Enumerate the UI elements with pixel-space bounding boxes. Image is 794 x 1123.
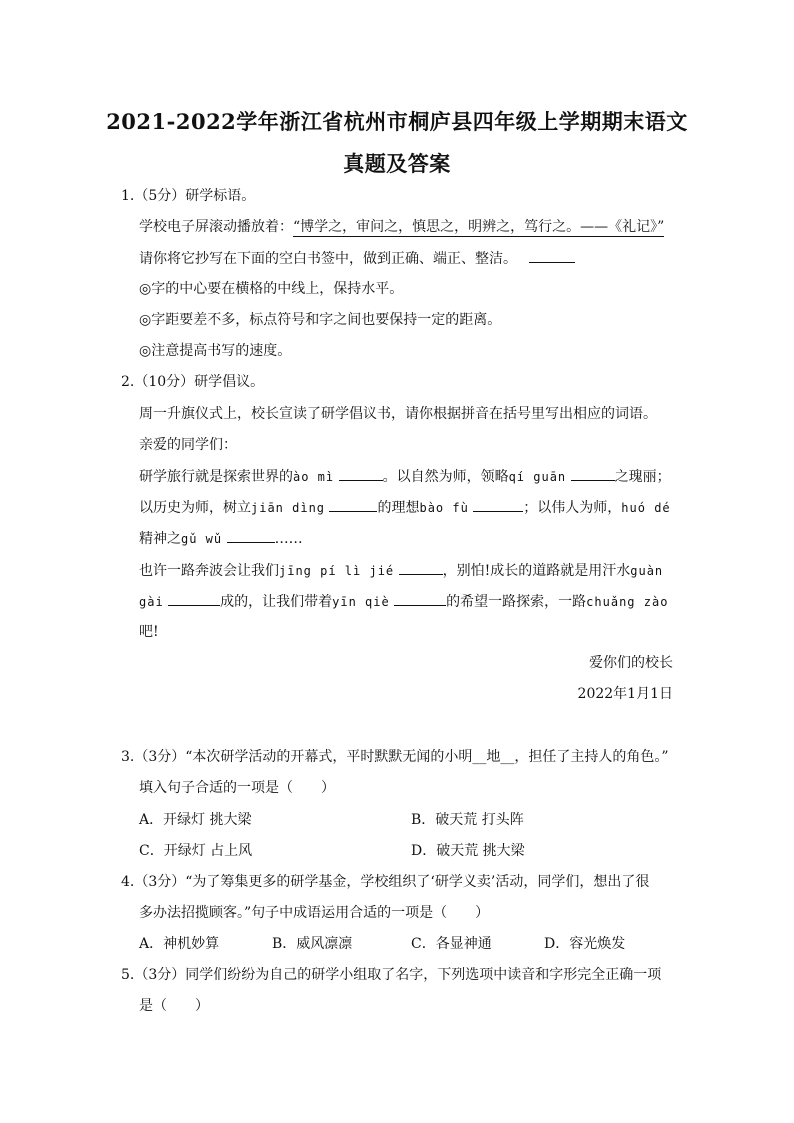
letter-text: 也许一路奔波会让我们 — [139, 563, 279, 579]
letter-line-6: 吧! — [139, 624, 159, 640]
question-3-ask: 填入句子合适的一项是（ ） — [139, 780, 335, 796]
option-a[interactable]: A．神机妙算 — [139, 936, 220, 952]
instruction-text: 请你将它抄写在下面的空白书签中，做到正确、端正、整洁。 — [139, 251, 517, 267]
pinyin: bào fù — [419, 501, 469, 515]
question-number: 2. — [121, 374, 135, 390]
answer-blank[interactable] — [473, 497, 523, 512]
letter-line-3 — [139, 528, 303, 549]
quote-text: “博学之，审问之，慎思之，明辨之，笃行之。——《礼记》” — [293, 219, 665, 235]
question-1-intro — [139, 217, 664, 237]
question-5-stem — [121, 965, 661, 985]
option-c[interactable]: C．各显神通 — [411, 936, 492, 952]
pinyin: gǔ wǔ — [181, 532, 223, 546]
question-text: （3分）“本次研学活动的开幕式，平时默默无闻的小明__地__，担任了主持人的角色。” — [134, 749, 669, 765]
pinyin: jiān dìng — [251, 501, 326, 515]
question-5-stem-cont: 是（ ） — [139, 998, 209, 1014]
question-3-stem — [121, 747, 669, 767]
letter-line-4 — [139, 560, 663, 581]
letter-text: 之瑰丽； — [614, 469, 671, 485]
question-text: （3分）同学们纷纷为自己的研学小组取了名字，下列选项中读音和字形完全正确一项 — [134, 967, 662, 983]
letter-text: ，别怕!成长的道路就是用汗水 — [442, 563, 631, 579]
answer-blank[interactable] — [329, 497, 377, 512]
tip-1: ◎字的中心要在横格的中线上，保持水平。 — [139, 281, 404, 297]
pinyin: chuǎng zào — [586, 595, 669, 609]
question-number: 5. — [121, 967, 135, 983]
pinyin: ào mì — [293, 470, 335, 484]
letter-text: 的理想 — [377, 500, 420, 516]
answer-blank[interactable] — [394, 591, 446, 606]
question-4-stem-cont: 多办法招揽顾客。”句子中成语运用合适的一项是（ ） — [139, 905, 490, 921]
letter-text: 的希望一路探索，一路 — [446, 594, 587, 610]
answer-blank[interactable] — [571, 466, 615, 481]
answer-blank[interactable] — [168, 591, 220, 606]
answer-blank[interactable] — [339, 466, 383, 481]
letter-text: …… — [274, 531, 303, 547]
tip-2: ◎字距要差不多，标点符号和字之间也要保持一定的距离。 — [139, 312, 502, 328]
question-1-header — [121, 186, 255, 206]
question-number: 1. — [121, 188, 135, 204]
option-d[interactable]: D．破天荒 挑大梁 — [411, 843, 525, 859]
pinyin: jīng pí lì jié — [279, 564, 395, 578]
option-b[interactable]: B．威风凛凛 — [272, 936, 353, 952]
answer-blank[interactable] — [399, 560, 443, 575]
letter-greeting: 亲爱的同学们： — [139, 437, 237, 453]
question-4-stem — [121, 872, 649, 892]
letter-text: ；以伟人为师， — [523, 500, 622, 516]
letter-text: 成的，让我们带着 — [220, 594, 333, 610]
letter-date: 2022年1月1日 — [577, 686, 673, 702]
option-d[interactable]: D．容光焕发 — [544, 936, 626, 952]
letter-signature: 爱你们的校长 — [589, 655, 673, 671]
question-score: （10分）研学倡议。 — [134, 374, 265, 390]
answer-blank[interactable] — [227, 528, 275, 543]
letter-text: 。以自然为师，领略 — [382, 469, 509, 485]
letter-line-5 — [139, 591, 668, 612]
letter-line-1 — [139, 466, 671, 487]
question-number: 4. — [121, 874, 135, 890]
answer-blank[interactable] — [529, 248, 575, 263]
pinyin: huó dé — [621, 501, 671, 515]
tip-3: ◎注意提高书写的速度。 — [139, 343, 292, 359]
page-title-line1: 2021-2022学年浙江省杭州市桐庐县四年级上学期期末语文 — [106, 109, 688, 134]
question-1-instruction — [139, 248, 575, 269]
pinyin: qí guān — [508, 470, 567, 484]
question-text: （3分）“为了筹集更多的研学基金，学校组织了‘研学义卖’活动，同学们，想出了很 — [134, 874, 650, 890]
pinyin: gài — [139, 595, 164, 609]
question-score: （5分）研学标语。 — [134, 188, 256, 204]
pinyin: guàn — [630, 564, 664, 578]
page-title-line2: 真题及答案 — [343, 151, 451, 176]
question-2-intro: 周一升旗仪式上，校长宣读了研学倡议书，请你根据拼音在括号里写出相应的词语。 — [139, 406, 657, 422]
option-c[interactable]: C．开绿灯 占上风 — [139, 843, 253, 859]
question-number: 3. — [121, 749, 135, 765]
letter-text: 研学旅行就是探索世界的 — [139, 469, 293, 485]
option-a[interactable]: A．开绿灯 挑大梁 — [139, 812, 252, 828]
letter-text: 精神之 — [139, 531, 181, 547]
letter-text: 以历史为师，树立 — [139, 500, 251, 516]
letter-line-2 — [139, 497, 671, 518]
intro-text: 学校电子屏滚动播放着： — [139, 219, 293, 235]
pinyin: yīn qiè — [332, 595, 390, 609]
option-b[interactable]: B．破天荒 打头阵 — [411, 812, 524, 828]
question-2-header — [121, 372, 264, 392]
